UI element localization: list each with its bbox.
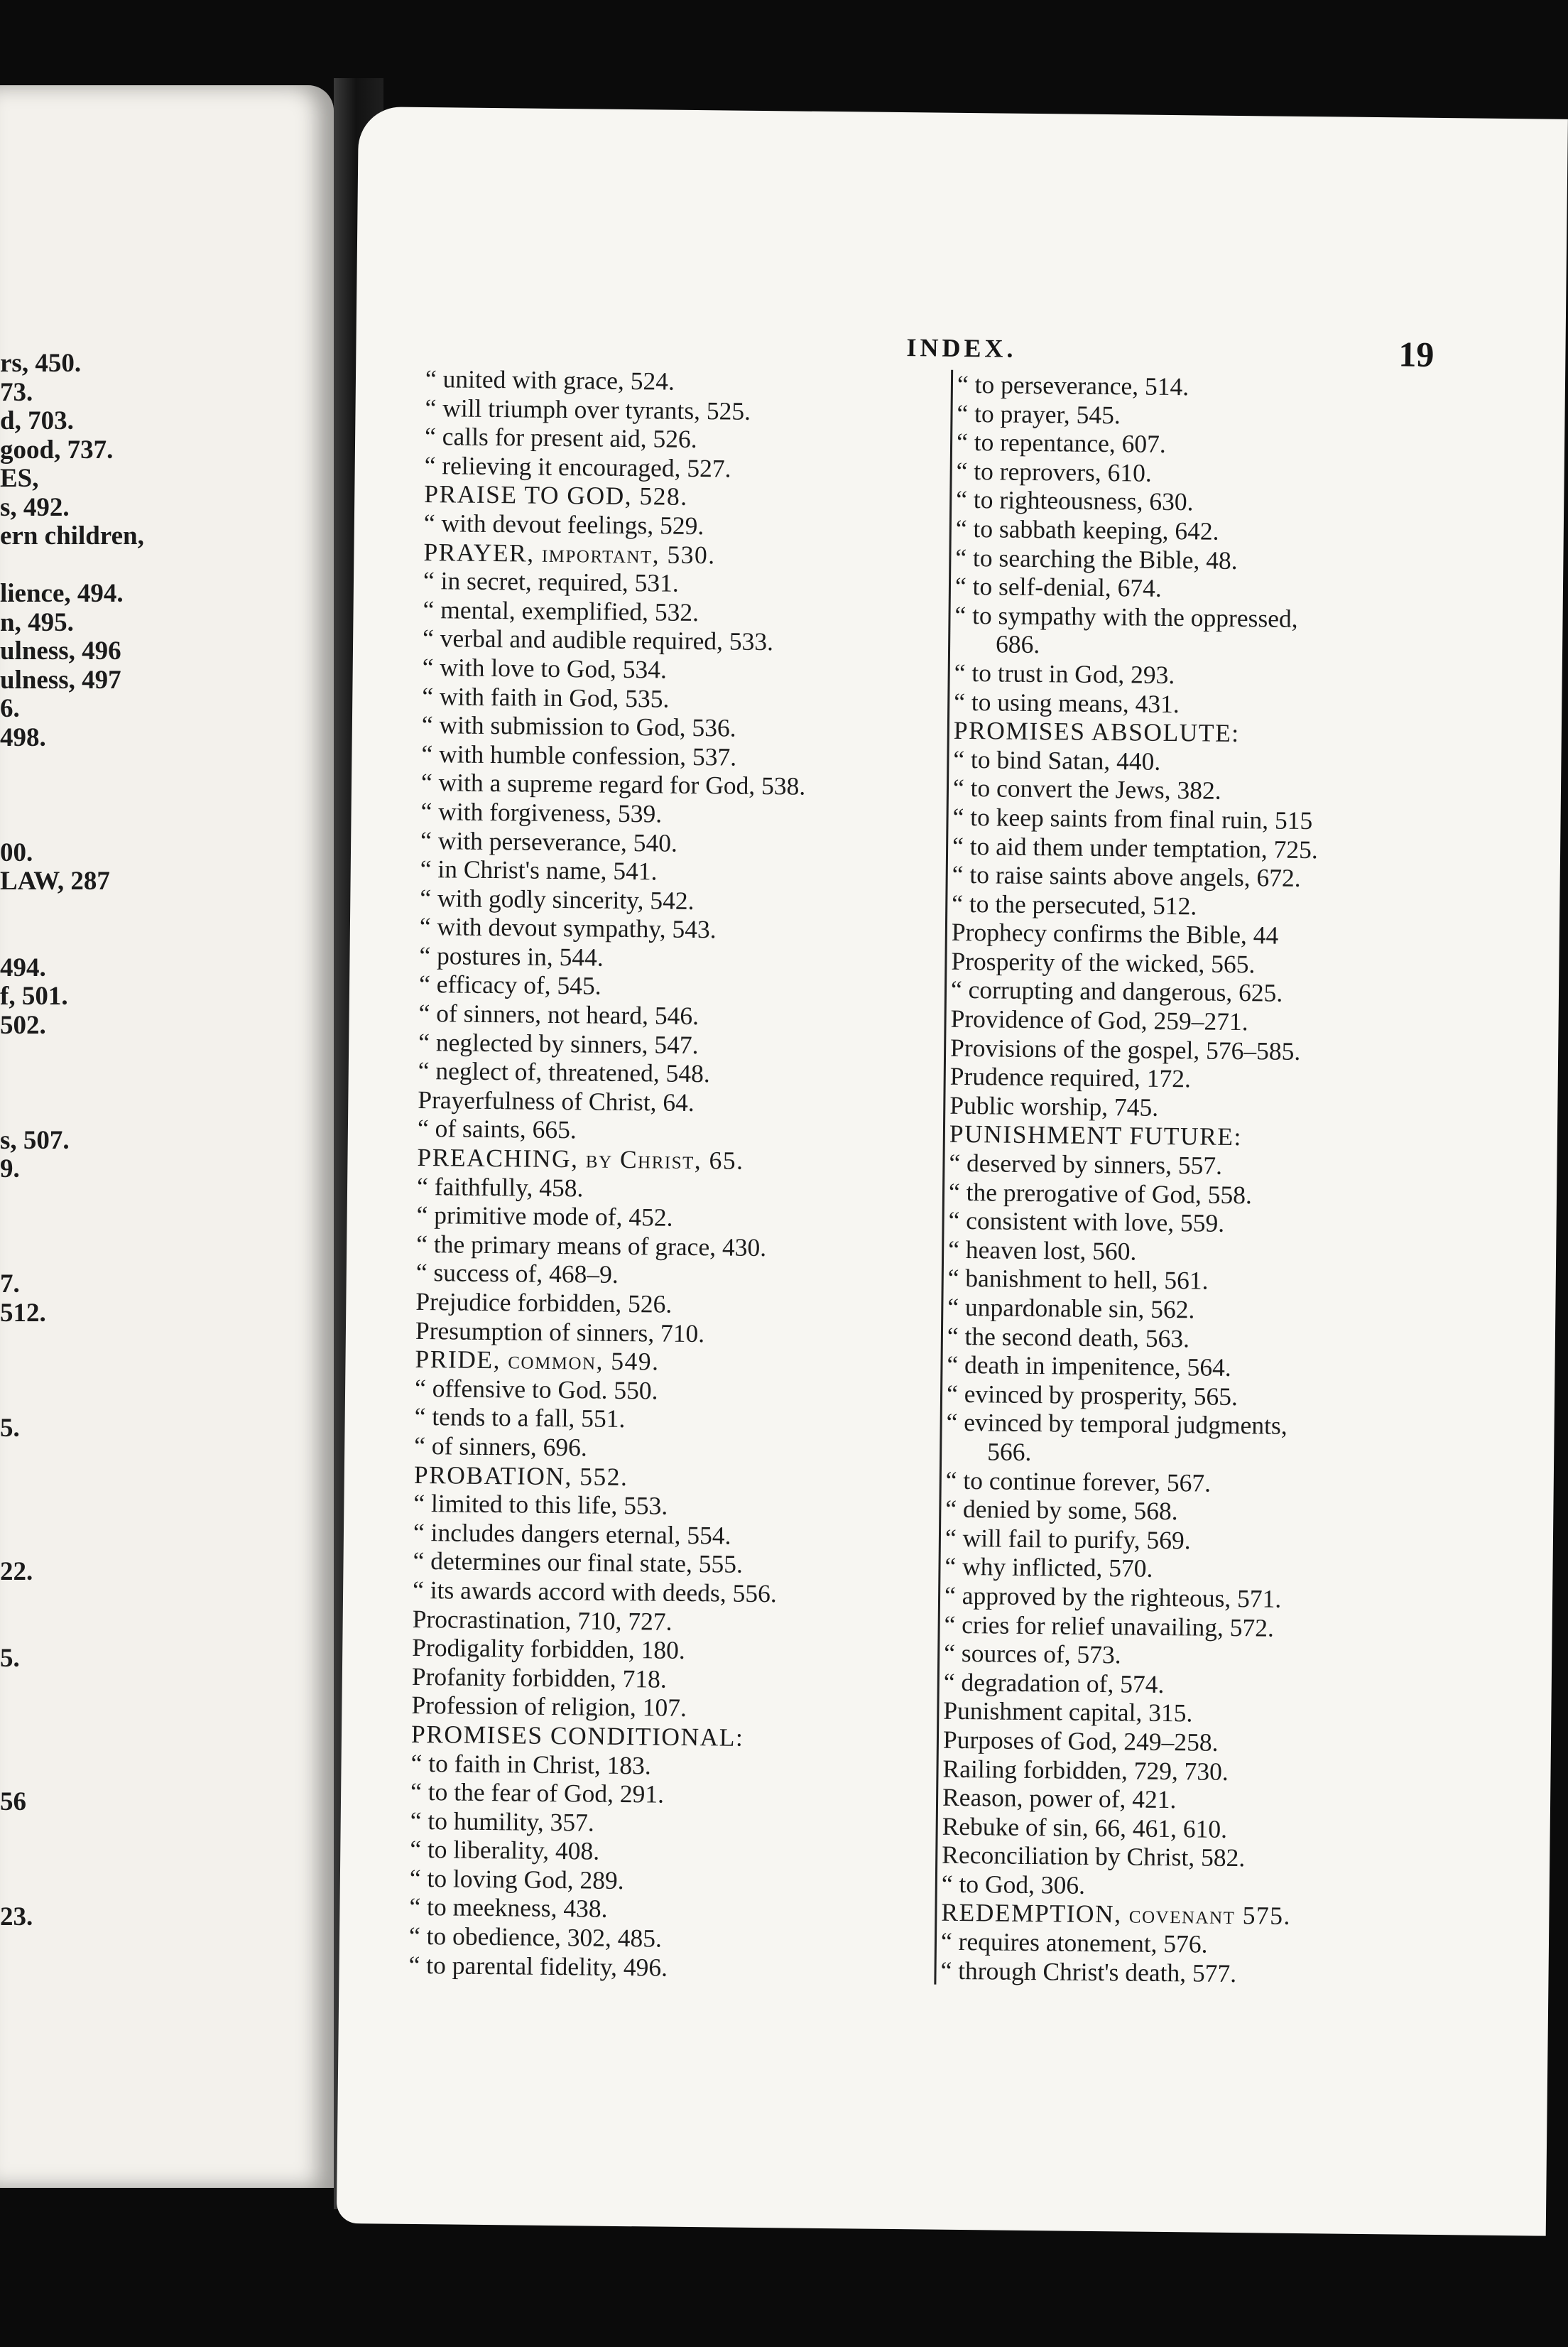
index-entry: Prudence required, 172. <box>949 1062 1192 1093</box>
index-entry: Prodigality forbidden, 180. <box>412 1633 686 1665</box>
index-entry: “ limited to this life, 553. <box>413 1489 668 1520</box>
index-column-2 <box>934 370 1497 1990</box>
index-entry: “ faithfully, 458. <box>416 1171 584 1203</box>
index-entry: “ of sinners, 696. <box>414 1431 587 1462</box>
index-heading: PROMISES CONDITIONAL: <box>410 1719 744 1752</box>
left-page-fragment: 498. <box>0 722 46 752</box>
index-entry: “ neglected by sinners, 547. <box>418 1027 699 1059</box>
index-entry: “ with godly sincerity, 542. <box>420 883 695 915</box>
index-entry: “ through Christ's death, 577. <box>940 1956 1237 1988</box>
index-entry: “ evinced by prosperity, 565. <box>946 1379 1238 1411</box>
index-entry: “ to repentance, 607. <box>956 428 1167 459</box>
index-entry: Providence of God, 259–271. <box>950 1004 1248 1036</box>
index-entry: “ the second death, 563. <box>947 1321 1190 1353</box>
left-page-fragment: ES, <box>0 464 39 493</box>
index-entry: “ to sabbath keeping, 642. <box>955 514 1219 546</box>
index-heading: PRIDE, common, 549. <box>415 1345 660 1376</box>
index-entry: “ offensive to God. 550. <box>414 1373 658 1405</box>
left-page-fragment: 502. <box>0 1010 46 1040</box>
index-column-1 <box>408 364 965 1985</box>
index-entry: 566. <box>987 1437 1032 1466</box>
index-entry: “ of sinners, not heard, 546. <box>418 999 699 1031</box>
index-entry: Railing forbidden, 729, 730. <box>942 1754 1229 1786</box>
index-entry: “ with love to God, 534. <box>422 652 668 684</box>
index-entry: “ calls for present aid, 526. <box>424 422 697 454</box>
index-entry: “ to bind Satan, 440. <box>953 744 1161 776</box>
index-entry: “ determines our final state, 555. <box>413 1546 744 1579</box>
index-entry: “ to obedience, 302, 485. <box>408 1921 663 1953</box>
index-entry: “ to convert the Jews, 382. <box>952 774 1221 806</box>
left-page-fragment: ulness, 496 <box>0 636 121 666</box>
index-entry: “ denied by some, 568. <box>945 1494 1178 1526</box>
index-entry: “ approved by the righteous, 571. <box>944 1581 1282 1613</box>
index-entry: “ to the persecuted, 512. <box>952 889 1197 921</box>
index-heading: PUNISHMENT FUTURE: <box>949 1120 1243 1151</box>
index-entry: “ united with grace, 524. <box>425 364 675 396</box>
left-page-fragment: 23. <box>0 1902 33 1931</box>
left-page-fragment: f, 501. <box>0 982 68 1011</box>
left-page-fragment: rs, 450. <box>0 349 82 378</box>
index-entry: “ deserved by sinners, 557. <box>949 1148 1223 1180</box>
index-entry: “ to parental fidelity, 496. <box>408 1950 668 1982</box>
index-entry: “ mental, exemplified, 532. <box>423 595 699 627</box>
left-page-fragment: good, 737. <box>0 435 114 465</box>
page-title: INDEX. <box>906 333 1017 363</box>
index-entry: “ its awards accord with deeds, 556. <box>412 1575 777 1608</box>
index-entry: “ to liberality, 408. <box>410 1835 600 1865</box>
index-entry: “ with devout sympathy, 543. <box>419 912 717 944</box>
index-entry: “ with devout feelings, 529. <box>423 508 704 541</box>
index-entry: “ of saints, 665. <box>417 1114 577 1144</box>
index-entry: “ with forgiveness, 539. <box>420 796 663 828</box>
index-entry: “ evinced by temporal judgments, <box>946 1408 1287 1441</box>
index-entry: “ why inflicted, 570. <box>944 1552 1153 1583</box>
left-page-fragment: 9. <box>0 1154 20 1183</box>
index-entry: “ death in impenitence, 564. <box>947 1350 1231 1382</box>
left-page-fragment: LAW, 287 <box>0 867 110 896</box>
left-facing-page <box>0 85 334 2188</box>
index-entry: “ unpardonable sin, 562. <box>947 1292 1195 1324</box>
left-page-fragment: 5. <box>0 1413 20 1443</box>
index-entry: “ degradation of, 574. <box>943 1667 1165 1698</box>
index-entry: Reason, power of, 421. <box>942 1782 1177 1814</box>
left-page-fragment: ern children, <box>0 521 144 551</box>
index-entry: “ to searching the Bible, 48. <box>955 543 1238 575</box>
index-entry: “ verbal and audible required, 533. <box>422 624 774 656</box>
index-entry: Profession of religion, 107. <box>411 1691 687 1723</box>
index-entry: “ the prerogative of God, 558. <box>948 1177 1253 1209</box>
left-page-fragment: 494. <box>0 953 46 982</box>
index-entry: “ tends to a fall, 551. <box>414 1402 626 1433</box>
index-entry: “ primitive mode of, 452. <box>416 1200 673 1232</box>
left-page-fragment: 22. <box>0 1557 33 1586</box>
index-entry: “ with perseverance, 540. <box>420 825 678 857</box>
left-page-fragment: 7. <box>0 1269 20 1299</box>
index-entry: “ in Christ's name, 541. <box>420 855 658 886</box>
index-entry: “ with faith in God, 535. <box>422 681 670 713</box>
index-entry: “ to sympathy with the oppressed, <box>954 600 1298 633</box>
index-heading: PROMISES ABSOLUTE: <box>953 715 1240 748</box>
index-heading: PRAISE TO GOD, 528. <box>424 479 688 511</box>
index-heading: PROBATION, 552. <box>413 1460 628 1491</box>
index-entry: Prosperity of the wicked, 565. <box>951 946 1256 979</box>
index-entry: Provisions of the gospel, 576–585. <box>949 1033 1301 1066</box>
index-entry: “ consistent with love, 559. <box>948 1206 1225 1238</box>
index-heading: PRAYER, important, 530. <box>423 537 716 569</box>
index-entry: “ banishment to hell, 561. <box>947 1264 1209 1296</box>
index-entry: “ will fail to purify, 569. <box>944 1523 1191 1555</box>
index-entry: “ to righteousness, 630. <box>956 485 1194 516</box>
index-entry: Purposes of God, 249–258. <box>942 1725 1219 1757</box>
index-entry: “ postures in, 544. <box>419 941 604 972</box>
index-entry: “ neglect of, threatened, 548. <box>418 1056 711 1088</box>
index-entry: “ to humility, 357. <box>410 1806 594 1837</box>
index-entry: “ cries for relief unavailing, 572. <box>944 1610 1275 1642</box>
index-entry: “ to trust in God, 293. <box>954 658 1175 690</box>
index-entry: “ to reprovers, 610. <box>956 456 1152 487</box>
index-entry: “ requires atonement, 576. <box>940 1926 1208 1958</box>
index-heading: REDEMPTION, covenant 575. <box>941 1898 1292 1931</box>
index-entry: Prayerfulness of Christ, 64. <box>418 1085 695 1117</box>
index-entry: “ includes dangers eternal, 554. <box>413 1517 731 1550</box>
index-entry: “ with humble confession, 537. <box>421 739 737 771</box>
index-entry: “ with a supreme regard for God, 538. <box>420 768 806 801</box>
index-entry: “ to keep saints from final ruin, 515 <box>952 802 1313 835</box>
left-page-fragment: s, 507. <box>0 1125 70 1155</box>
left-page-fragment: s, 492. <box>0 492 70 522</box>
left-page-fragment: 73. <box>0 377 33 407</box>
index-entry: Prophecy confirms the Bible, 44 <box>951 918 1279 950</box>
index-entry: “ to faith in Christ, 183. <box>410 1748 651 1779</box>
index-entry: Public worship, 745. <box>949 1090 1159 1122</box>
index-entry: Reconciliation by Christ, 582. <box>942 1841 1246 1872</box>
index-entry: “ to raise saints above angels, 672. <box>952 860 1301 893</box>
index-entry: “ to aid them under temptation, 725. <box>952 831 1318 864</box>
left-page-fragment: d, 703. <box>0 406 74 435</box>
left-page-fragment: 00. <box>0 838 33 867</box>
index-entry: Punishment capital, 315. <box>943 1696 1193 1728</box>
left-page-fragment: ulness, 497 <box>0 665 121 695</box>
left-page-fragment: lience, 494. <box>0 579 124 608</box>
left-page-fragment: 6. <box>0 694 20 723</box>
index-entry: “ with submission to God, 536. <box>421 710 736 742</box>
index-entry: Procrastination, 710, 727. <box>412 1604 673 1636</box>
index-entry: “ to loving God, 289. <box>409 1863 624 1895</box>
index-entry: 686. <box>995 629 1040 659</box>
left-page-fragment: 56 <box>0 1787 26 1816</box>
index-entry: “ heaven lost, 560. <box>947 1235 1137 1266</box>
index-entry: “ relieving it encouraged, 527. <box>424 450 731 483</box>
index-entry: “ to the fear of God, 291. <box>410 1777 665 1809</box>
left-page-fragment: 512. <box>0 1298 46 1328</box>
index-entry: Profanity forbidden, 718. <box>411 1662 667 1693</box>
index-entry: “ efficacy of, 545. <box>418 970 601 1001</box>
index-entry: “ corrupting and dangerous, 625. <box>950 975 1283 1008</box>
index-entry: “ in secret, required, 531. <box>423 566 680 597</box>
left-page-fragment: n, 495. <box>0 607 74 637</box>
left-page-fragment: 5. <box>0 1643 20 1673</box>
page-number: 19 <box>1398 334 1434 374</box>
index-entry: Presumption of sinners, 710. <box>415 1316 705 1348</box>
index-entry: “ to perseverance, 514. <box>957 369 1189 401</box>
index-entry: “ to God, 306. <box>941 1869 1086 1899</box>
index-heading: PREACHING, by Christ, 65. <box>417 1142 744 1175</box>
index-entry: “ success of, 468–9. <box>415 1258 619 1289</box>
index-entry: Rebuke of sin, 66, 461, 610. <box>942 1811 1228 1843</box>
index-entry: “ to continue forever, 567. <box>945 1465 1212 1497</box>
index-entry: “ the primary means of grace, 430. <box>416 1229 767 1262</box>
index-entry: “ to prayer, 545. <box>957 399 1121 429</box>
index-entry: “ to using means, 431. <box>954 687 1180 718</box>
index-entry: “ to meekness, 438. <box>409 1892 608 1924</box>
index-entry: “ will triumph over tyrants, 525. <box>425 393 751 426</box>
index-page <box>337 107 1568 2236</box>
index-entry: “ to self-denial, 674. <box>954 571 1162 603</box>
index-entry: Prejudice forbidden, 526. <box>415 1286 673 1318</box>
index-entry: “ sources of, 573. <box>944 1638 1121 1669</box>
